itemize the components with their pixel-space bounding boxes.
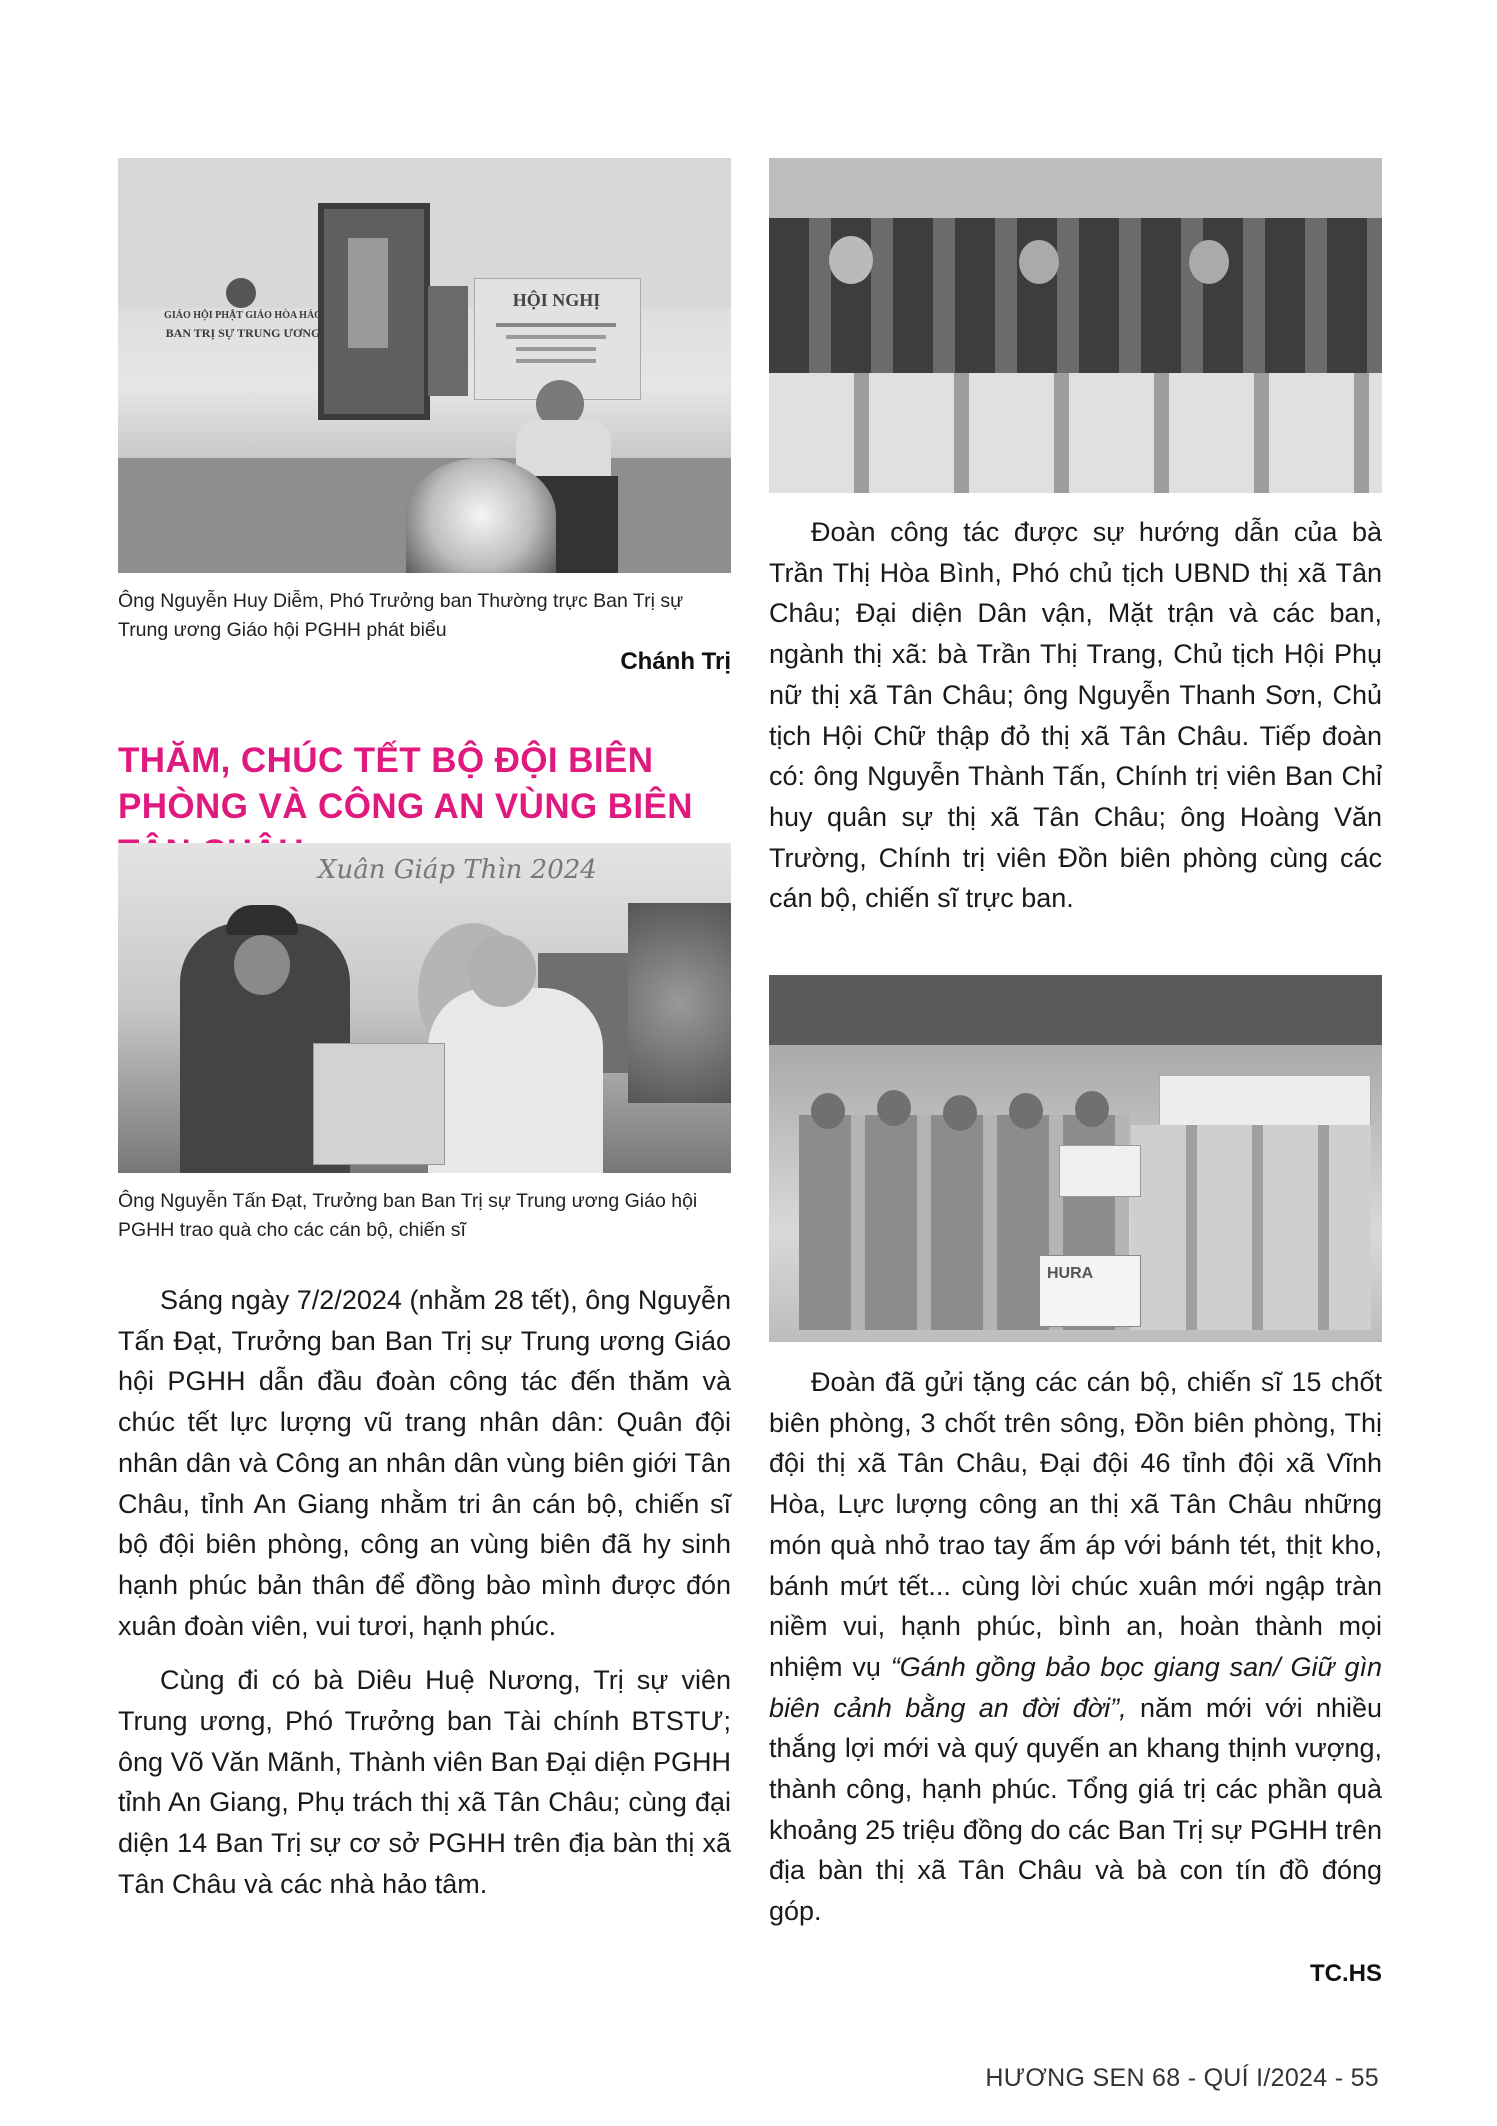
- hura-box-label: HURA: [1047, 1265, 1094, 1282]
- gift-bag: [313, 1043, 445, 1165]
- conference-photo: [118, 158, 731, 573]
- paragraph-4: [769, 1362, 1382, 1932]
- paragraph-2: Cùng đi có bà Diêu Huệ Nương, Trị sự viên Trung ương, Phó Trưởng ban Tài chính BTSTƯ; ông Võ Văn Mãnh, Thành viên Ban Đại diện PGHH tỉnh An Giang, Phụ trách thị xã Tân Châu; cùng đại diện 14 Ban Trị sự cơ sở PGHH trên địa bàn thị xã Tân Châu và các nhà hảo tâm.: [118, 1665, 731, 1899]
- article-body-left: [118, 1280, 731, 1919]
- photo-caption-2: Ông Nguyễn Tấn Đạt, Trưởng ban Ban Trị sự Trung ương Giáo hội PGHH trao quà cho các cán bộ, chiến sĩ: [118, 1190, 698, 1241]
- byline-author-1: Chánh Trị: [620, 648, 731, 675]
- paragraph-4-quote: “Gánh gồng bảo bọc giang san/ Giữ gìn biên cảnh bằng an đời đời”,: [769, 1651, 1382, 1723]
- paragraph-1: Sáng ngày 7/2/2024 (nhằm 28 tết), ông Nguyễn Tấn Đạt, Trưởng ban Ban Trị sự Trung ương Giáo hội PGHH dẫn đầu đoàn công tác đến thăm và chúc tết lực lượng vũ trang nhân dân: Quân đội nhân dân và Công an nhân dân vùng biên giới Tân Châu, tỉnh An Giang nhằm tri ân cán bộ, chiến sĩ bộ đội biên phòng, công an vùng biên đã hy sinh hạnh phúc bản thân để đồng bào mình được đón xuân đoàn viên, vui tươi, hạnh phúc.: [118, 1285, 731, 1641]
- elder-man: [428, 988, 603, 1173]
- lineup-photo: [769, 975, 1382, 1342]
- article-body-right-2: [769, 1362, 1382, 1946]
- paragraph-4-text-a: Đoàn đã gửi tặng các cán bộ, chiến sĩ 15 chốt biên phòng, 3 chốt trên sông, Đồn biên phòng, Thị đội thị xã Tân Châu, Đại đội 46 tỉnh đội xã Vĩnh Hòa, Lực lượng công an thị xã Tân Châu những món quà nhỏ trao tay ấm áp với bánh tét, thịt kho, bánh mứt tết... cùng lời chúc xuân mới ngập tràn niềm vui, hạnh phúc, bình an, hoàn thành mọi nhiệm vụ: [769, 1367, 1382, 1682]
- photo-caption-1: Ông Nguyễn Huy Diễm, Phó Trưởng ban Thường trực Ban Trị sự Trung ương Giáo hội PGHH phát biểu: [118, 590, 684, 641]
- paragraph-4-text-b: năm mới với nhiều thắng lợi mới và quý quyến an khang thịnh vượng, thành công, hạnh phúc. Tổng giá trị các phần quà khoảng 25 triệu đồng do các Ban Trị sự PGHH trên địa bàn thị xã Tân Châu và bà con tín đồ đóng góp.: [769, 1692, 1382, 1927]
- gift-handover-photo: [118, 843, 731, 1173]
- byline-author-2: TC.HS: [1310, 1960, 1382, 1987]
- banner-line-1: GIÁO HỘI PHẬT GIÁO HÒA HẢO: [164, 310, 322, 321]
- new-year-banner-text: Xuân Giáp Thìn 2024: [318, 855, 597, 885]
- banner-line-2: BAN TRỊ SỰ TRUNG ƯƠNG: [165, 326, 321, 340]
- screen-title: HỘI NGHỊ: [512, 290, 601, 310]
- article-body-right-1: [769, 512, 1382, 933]
- page-footer: HƯƠNG SEN 68 - QUÍ I/2024 - 55: [985, 2064, 1379, 2092]
- gift-boxes: [769, 373, 1382, 493]
- article-headline: THĂM, CHÚC TẾT BỘ ĐỘI BIÊN PHÒNG VÀ CÔNG AN VÙNG BIÊN: [118, 741, 693, 826]
- paragraph-3: Đoàn công tác được sự hướng dẫn của bà Trần Thị Hòa Bình, Phó chủ tịch UBND thị xã Tân Châu; Đại diện Dân vận, Mặt trận và các ban, ngành thị xã: bà Trần Thị Trang, Chủ tịch Hội Phụ nữ thị xã Tân Châu; ông Nguyễn Thanh Sơn, Chủ tịch Hội Chữ thập đỏ thị xã Tân Châu. Tiếp đoàn có: ông Nguyễn Thành Tấn, Chính trị viên Ban Chỉ huy quân sự thị xã Tân Châu; ông Hoàng Văn Trường, Chính trị viên Đồn biên phòng cùng các cán bộ, chiến sĩ trực ban.: [769, 517, 1382, 914]
- flower-arrangement: [406, 458, 556, 573]
- banner-emblem: [226, 278, 256, 308]
- group-gifts-photo: [769, 158, 1382, 493]
- civilians: [1131, 1125, 1371, 1330]
